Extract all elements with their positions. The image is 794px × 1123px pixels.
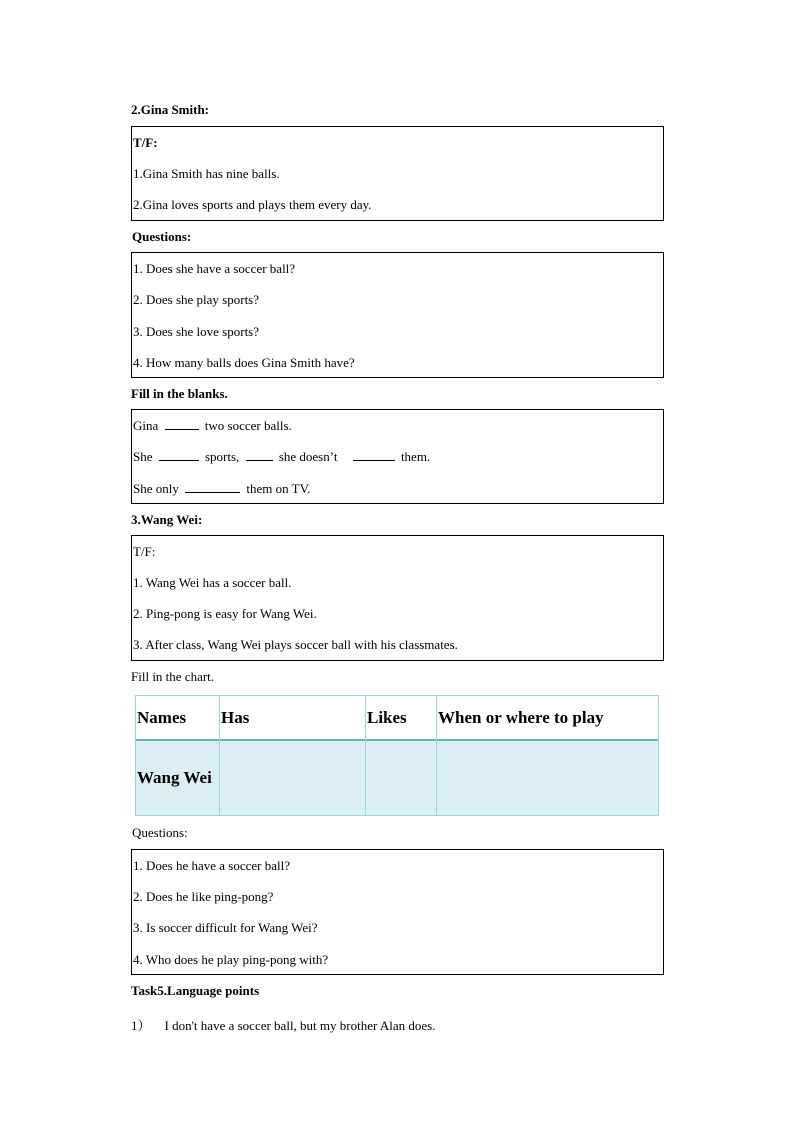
chart-label: Fill in the chart. — [131, 669, 215, 684]
question-item: 2. Does he like ping-pong? — [133, 889, 274, 904]
chart-cell-when-where[interactable] — [437, 742, 657, 814]
tf-item: 2.Gina loves sports and plays them every day. — [133, 197, 372, 212]
chart-header-likes: Likes — [367, 708, 407, 727]
tf-item: 1. Wang Wei has a soccer ball. — [133, 575, 292, 590]
section-2-heading: 2.Gina Smith: — [131, 102, 210, 117]
question-item: 3. Is soccer difficult for Wang Wei? — [133, 920, 318, 935]
question-item: 3. Does she love sports? — [133, 324, 260, 339]
tf-title: T/F: — [133, 544, 156, 559]
answer-blank[interactable] — [185, 482, 240, 493]
question-item: 2. Does she play sports? — [133, 292, 260, 307]
wang-tf-box — [131, 535, 664, 661]
language-point-1 — [131, 1015, 435, 1034]
tf-item: 1.Gina Smith has nine balls. — [133, 166, 280, 181]
fill-in-chart-table — [135, 695, 659, 816]
chart-header-when-where: When or where to play — [438, 708, 604, 727]
tf-item: 2. Ping-pong is easy for Wang Wei. — [133, 606, 317, 621]
gina-tf-box — [131, 126, 664, 221]
fill-line-1 — [133, 418, 292, 434]
fill-text: She only — [133, 481, 179, 496]
wang-questions-box — [131, 849, 664, 975]
section-3-heading: 3.Wang Wei: — [131, 512, 203, 527]
gina-questions-box — [131, 252, 664, 378]
task5-heading: Task5.Language points — [131, 983, 260, 998]
fill-text: sports, — [205, 449, 240, 464]
chart-row-name: Wang Wei — [137, 768, 212, 787]
question-item: 4. Who does he play ping-pong with? — [133, 952, 329, 967]
fill-text: two soccer balls. — [204, 418, 292, 433]
fill-text: She — [133, 449, 153, 464]
fill-line-2 — [133, 449, 430, 465]
answer-blank[interactable] — [165, 419, 199, 430]
chart-cell-likes[interactable] — [366, 742, 435, 814]
answer-blank[interactable] — [353, 450, 395, 461]
fill-blanks-heading: Fill in the blanks. — [131, 386, 228, 401]
fill-blanks-box — [131, 409, 664, 504]
chart-header-names: Names — [137, 708, 187, 727]
fill-text: she doesn’t — [278, 449, 338, 464]
chart-cell-has[interactable] — [220, 742, 364, 814]
questions-heading: Questions: — [132, 825, 188, 840]
point-number: 1） — [131, 1018, 151, 1033]
tf-title: T/F: — [133, 135, 158, 150]
question-item: 4. How many balls does Gina Smith have? — [133, 355, 355, 370]
answer-blank[interactable] — [159, 450, 199, 461]
fill-text: them on TV. — [246, 481, 311, 496]
tf-item: 3. After class, Wang Wei plays soccer ball with his classmates. — [133, 637, 458, 652]
fill-line-3 — [133, 481, 311, 497]
fill-text: them. — [400, 449, 431, 464]
chart-header-has: Has — [221, 708, 250, 727]
point-text: I don't have a soccer ball, but my brother Alan does. — [164, 1018, 436, 1033]
question-item: 1. Does she have a soccer ball? — [133, 261, 296, 276]
fill-text: Gina — [133, 418, 159, 433]
answer-blank[interactable] — [246, 450, 273, 461]
question-item: 1. Does he have a soccer ball? — [133, 858, 291, 873]
questions-heading: Questions: — [132, 229, 192, 244]
